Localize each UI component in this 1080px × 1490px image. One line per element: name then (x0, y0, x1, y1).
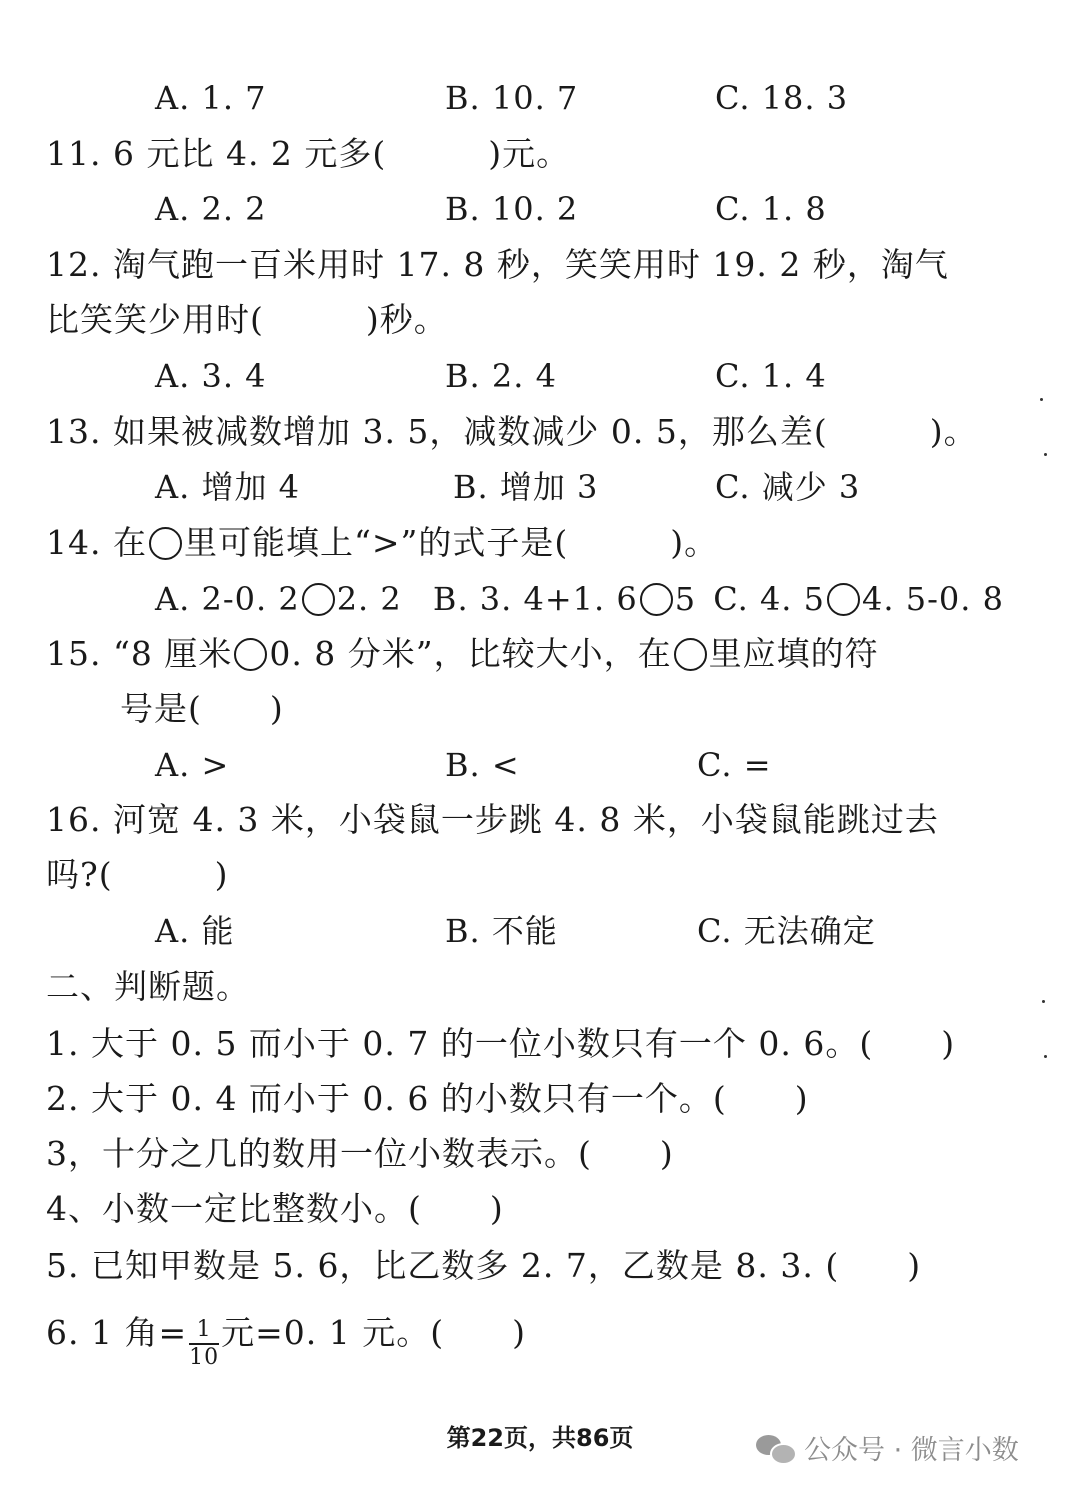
question-15-line1 (46, 634, 879, 673)
scan-dot (1044, 1055, 1047, 1058)
q15-text-pre: 15. “8 厘米 (46, 634, 233, 673)
watermark (756, 1428, 1019, 1467)
fraction-denominator: 10 (189, 1345, 220, 1370)
question-11: 11. 6 元比 4. 2 元多( )元。 (46, 134, 571, 173)
q15-option-a: A. > (155, 746, 230, 784)
q16-option-a: A. 能 (155, 912, 235, 950)
q13-option-a: A. 增加 4 (155, 468, 300, 506)
q11-option-b: B. 10. 2 (445, 190, 579, 228)
scan-dot (1042, 1000, 1045, 1003)
q14-option-b-pre: B. 3. 4+1. 6 (432, 580, 638, 618)
q15-text-post: 里应填的符 (708, 634, 879, 673)
q10-option-b: B. 10. 7 (445, 79, 579, 117)
scan-dot (1040, 398, 1043, 401)
question-12-line1: 12. 淘气跑一百米用时 17. 8 秒，笑笑用时 19. 2 秒，淘气 (46, 245, 949, 284)
blank-circle-icon (302, 583, 335, 616)
q11-option-a: A. 2. 2 (155, 190, 267, 228)
blank-circle-icon (149, 527, 182, 560)
scan-dot (1044, 453, 1047, 456)
question-16-line2: 吗?( ) (46, 855, 229, 894)
judge-6-pre: 6. 1 角= (46, 1313, 188, 1352)
wechat-icon (756, 1433, 796, 1463)
q14-text-post: 里可能填上“>”的式子是( )。 (183, 523, 719, 562)
q14-option-b-post: 5 (674, 580, 697, 618)
page-number: 第22页，共86页 (446, 1424, 634, 1452)
q16-option-c: C. 无法确定 (697, 912, 876, 950)
fraction (189, 1319, 219, 1369)
blank-circle-icon (640, 583, 673, 616)
question-14 (46, 523, 719, 562)
blank-circle-icon (827, 583, 860, 616)
fraction-numerator: 1 (189, 1319, 219, 1345)
q15-text-mid: 0. 8 分米”，比较大小，在 (269, 634, 672, 673)
q15-option-c: C. = (697, 746, 772, 784)
question-13: 13. 如果被减数增加 3. 5，减数减少 0. 5，那么差( )。 (46, 412, 978, 451)
q10-option-a: A. 1. 7 (155, 79, 267, 117)
q14-options (155, 580, 1004, 618)
judge-item-2: 2. 大于 0. 4 而小于 0. 6 的小数只有一个。( ) (46, 1079, 809, 1118)
judge-item-6 (46, 1313, 526, 1370)
q12-option-b: B. 2. 4 (445, 357, 557, 395)
q10-option-c: C. 18. 3 (715, 79, 849, 117)
question-16-line1: 16. 河宽 4. 3 米，小袋鼠一步跳 4. 8 米，小袋鼠能跳过去 (46, 800, 939, 839)
watermark-text: 公众号 · 微言小数 (804, 1435, 1019, 1466)
judge-item-4: 4、小数一定比整数小。( ) (46, 1189, 504, 1228)
judge-item-1: 1. 大于 0. 5 而小于 0. 7 的一位小数只有一个 0. 6。( ) (46, 1024, 956, 1063)
blank-circle-icon (674, 638, 707, 671)
judge-item-3: 3，十分之几的数用一位小数表示。( ) (46, 1134, 674, 1173)
q11-option-c: C. 1. 8 (715, 190, 827, 228)
q14-option-a-pre: A. 2-0. 2 (155, 580, 300, 618)
q16-option-b: B. 不能 (445, 912, 558, 950)
q15-option-b: B. < (445, 746, 520, 784)
judge-item-5: 5. 已知甲数是 5. 6，比乙数多 2. 7，乙数是 8. 3. ( ) (46, 1246, 922, 1285)
q14-option-a-post: 2. 2 (336, 580, 402, 618)
q12-option-c: C. 1. 4 (715, 357, 827, 395)
q13-option-b: B. 增加 3 (453, 468, 599, 506)
q13-option-c: C. 减少 3 (715, 468, 861, 506)
blank-circle-icon (234, 638, 267, 671)
q12-option-a: A. 3. 4 (155, 357, 267, 395)
section-2-title: 二、判断题。 (46, 967, 250, 1006)
judge-6-post: 元=0. 1 元。( ) (221, 1313, 526, 1352)
q14-option-c-pre: C. 4. 5 (713, 580, 825, 618)
q14-text-pre: 14. 在 (46, 523, 147, 562)
question-15-line2: 号是( ) (120, 689, 284, 728)
question-12-line2: 比笑笑少用时( )秒。 (46, 300, 448, 339)
q14-option-c-post: 4. 5-0. 8 (862, 580, 1004, 618)
